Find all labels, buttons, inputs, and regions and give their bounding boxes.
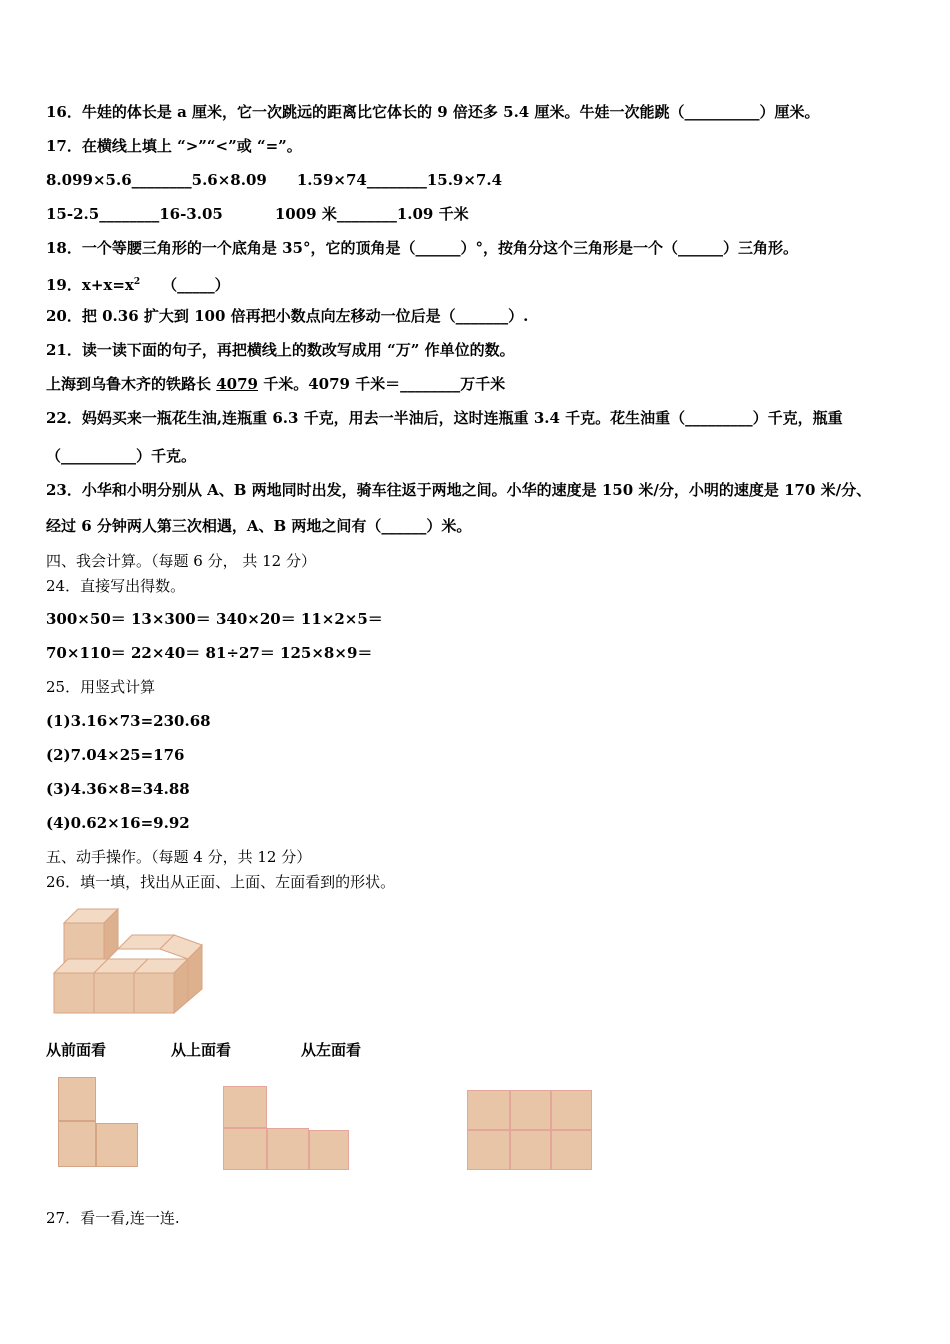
question-23-continued [46, 516, 471, 536]
question-text: 牛娃的体长是 a 厘米，它一次跳远的距离比它体长的 9 倍还多 5.4 厘米。牛娃一次能跳（__________）厘米。 [81, 103, 820, 121]
question-number: 19． [46, 276, 82, 294]
section-heading-5: 五、动手操作。（每题 4 分，共 12 分） [46, 848, 312, 866]
question-22 [46, 408, 843, 428]
view-square [551, 1130, 592, 1170]
calc-row-1: 300×50＝ 13×300＝ 340×20＝ 11×2×5＝ [46, 610, 383, 628]
question-text: 填一填，找出从正面、上面、左面看到的形状。 [80, 873, 396, 891]
question-number: 26． [46, 873, 81, 891]
question-21-sentence [46, 374, 505, 394]
question-text: （__________）千克。 [46, 447, 197, 465]
question-text: 读一读下面的句子，再把横线上的数改写成用 “万” 作单位的数。 [81, 341, 515, 359]
question-number: 22． [46, 409, 82, 427]
view-square [551, 1090, 592, 1130]
question-number: 24． [46, 577, 81, 595]
question-25 [46, 677, 155, 697]
calc-row-2: 70×110＝ 22×40＝ 81÷27＝ 125×8×9＝ [46, 644, 373, 662]
comparison-item: 1009 米________1.09 千米 [274, 205, 469, 223]
question-18 [46, 238, 798, 258]
question-number: 16． [46, 103, 82, 121]
question-number: 27． [46, 1209, 81, 1227]
question-text: 一个等腰三角形的一个底角是 35°，它的顶角是（______）°，按角分这个三角形是一个（______）三角形。 [81, 239, 798, 257]
view-square [58, 1077, 96, 1121]
question-text: 用竖式计算 [80, 678, 156, 696]
view-square [467, 1090, 510, 1130]
question-text: 看一看,连一连. [80, 1209, 180, 1227]
question-number: 20． [46, 307, 82, 325]
question-number: 25． [46, 678, 81, 696]
question-number: 17． [46, 137, 82, 155]
comparison-row-2 [46, 204, 469, 224]
sentence-end: 千米。4079 千米＝________万千米 [257, 375, 506, 393]
section-heading-4: 四、我会计算。（每题 6 分， 共 12 分） [46, 552, 316, 570]
question-text: 把 0.36 扩大到 100 倍再把小数点向左移动一位后是（_______）. [81, 307, 529, 325]
question-20 [46, 306, 528, 326]
view-label-front: 从前面看 [46, 1041, 107, 1059]
question-text: 在横线上填上 “>”“<”或 “=”。 [81, 137, 302, 155]
question-21 [46, 340, 515, 360]
comparison-item: 15-2.5________16-3.05 [46, 205, 223, 223]
sentence-start: 上海到乌鲁木齐的铁路长 [46, 375, 217, 393]
question-text: 直接写出得数。 [80, 577, 186, 595]
comparison-row-1 [46, 170, 502, 190]
view-label-top: 从上面看 [171, 1041, 232, 1059]
view-square [223, 1128, 267, 1170]
comparison-item: 1.59×74________15.9×7.4 [296, 171, 503, 189]
vertical-calc-item: (2)7.04×25=176 [46, 746, 185, 764]
superscript: 2 [133, 277, 141, 287]
question-17 [46, 136, 302, 156]
view-square [267, 1128, 309, 1170]
view-square [510, 1130, 551, 1170]
view-square [223, 1086, 267, 1128]
cube-stack-figure [48, 905, 208, 1017]
question-number: 23． [46, 481, 82, 499]
question-text: 妈妈买来一瓶花生油,连瓶重 6.3 千克，用去一半油后，这时连瓶重 3.4 千克。花生油重（_________）千克，瓶重 [81, 409, 843, 427]
vertical-calc-item: (1)3.16×73=230.68 [46, 712, 211, 730]
question-23 [46, 480, 871, 500]
view-square [58, 1121, 96, 1167]
vertical-calc-item: (3)4.36×8=34.88 [46, 780, 190, 798]
view-square [96, 1123, 138, 1167]
view-square [309, 1130, 349, 1170]
answer-blank: （_____） [162, 276, 230, 294]
question-19 [46, 272, 230, 295]
view-square [510, 1090, 551, 1130]
question-16 [46, 102, 819, 122]
view-label-left: 从左面看 [301, 1041, 362, 1059]
question-27 [46, 1208, 180, 1228]
question-text: 经过 6 分钟两人第三次相遇，A、B 两地之间有（______）米。 [46, 517, 472, 535]
question-24 [46, 576, 185, 596]
equation: x+x=x [81, 276, 134, 294]
underlined-number: 4079 [216, 375, 258, 393]
question-text: 小华和小明分别从 A、B 两地同时出发，骑车往返于两地之间。小华的速度是 150 米/分，小明的速度是 170 米/分、 [81, 481, 872, 499]
vertical-calc-item: (4)0.62×16=9.92 [46, 814, 190, 832]
question-26 [46, 872, 395, 892]
question-22-continued [46, 446, 196, 466]
question-number: 21． [46, 341, 82, 359]
comparison-item: 8.099×5.6________5.6×8.09 [46, 171, 267, 189]
question-number: 18． [46, 239, 82, 257]
view-square [467, 1130, 510, 1170]
